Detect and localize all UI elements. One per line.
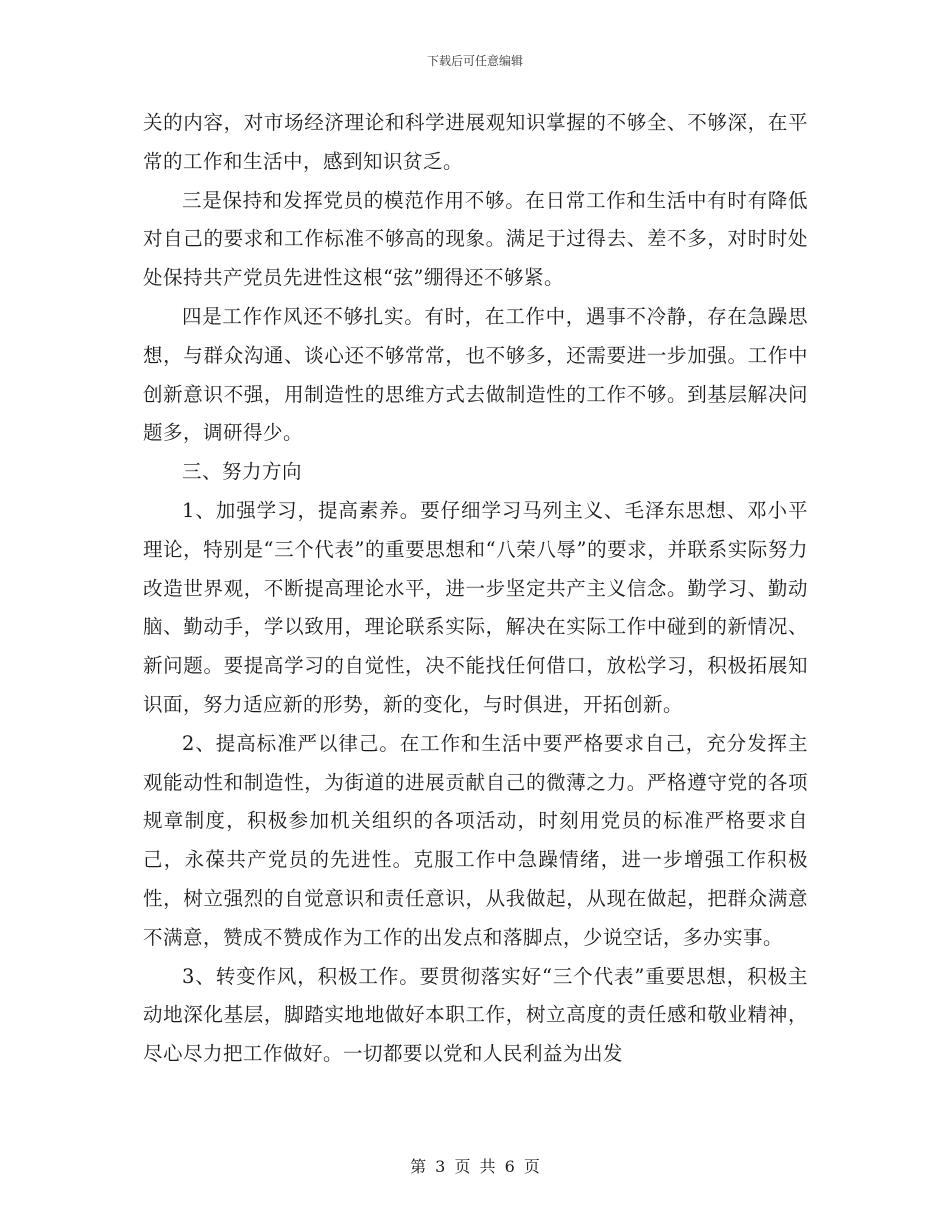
paragraph-continuation: 关的内容，对市场经济理论和科学进展观知识掌握的不够全、不够深，在平常的工作和生活中，感到知识贫乏。 xyxy=(143,111,808,173)
paragraph-direction-3: 3、转变作风，积极工作。要贯彻落实好“三个代表”重要思想，积极主动地深化基层，脚踏实地地做好本职工作，树立高度的责任感和敬业精神，尽心尽力把工作做好。一切都要以党和人民利益为出发 xyxy=(143,964,808,1066)
paragraph-point-three: 三是保持和发挥党员的模范作用不够。在日常工作和生活中有时有降低对自己的要求和工作标准不够高的现象。满足于过得去、差不多，对时时处处保持共产党员先进性这根“弦”绷得还不够紧。 xyxy=(143,188,808,290)
paragraph-direction-2: 2、提高标准严以律己。在工作和生活中要严格要求自己，充分发挥主观能动性和制造性，为街道的进展贡献自己的微薄之力。严格遵守党的各项规章制度，积极参加机关组织的各项活动，时刻用党员的标准严格要求自己，永葆共产党员的先进性。克服工作中急躁情绪，进一步增强工作积极性，树立强烈的自觉意识和责任意识，从我做起，从现在做起，把群众满意不满意，赞成不赞成作为工作的出发点和落脚点，少说空话，多办实事。 xyxy=(143,731,808,949)
page-number: 第 3 页 共 6 页 xyxy=(410,1157,540,1176)
header-note: 下载后可任意编辑 xyxy=(426,54,523,68)
paragraph-point-four: 四是工作作风还不够扎实。有时，在工作中，遇事不冷静，存在急躁思想，与群众沟通、谈心还不够常常，也不够多，还需要进一步加强。工作中创新意识不强，用制造性的思维方式去做制造性的工作不够。到基层解决问题多，调研得少。 xyxy=(143,304,808,445)
section-heading: 三、努力方向 xyxy=(182,460,303,484)
paragraph-direction-1: 1、加强学习，提高素养。要仔细学习马列主义、毛泽东思想、邓小平理论，特别是“三个代表”的重要思想和“八荣八辱”的要求，并联系实际努力改造世界观，不断提高理论水平，进一步坚定共产主义信念。勤学习、勤动脑、勤动手，学以致用，理论联系实际，解决在实际工作中碰到的新情况、新问题。要提高学习的自觉性，决不能找任何借口，放松学习，积极拓展知识面，努力适应新的形势，新的变化，与时俱进，开拓创新。 xyxy=(143,498,808,716)
document-body xyxy=(143,104,808,1074)
